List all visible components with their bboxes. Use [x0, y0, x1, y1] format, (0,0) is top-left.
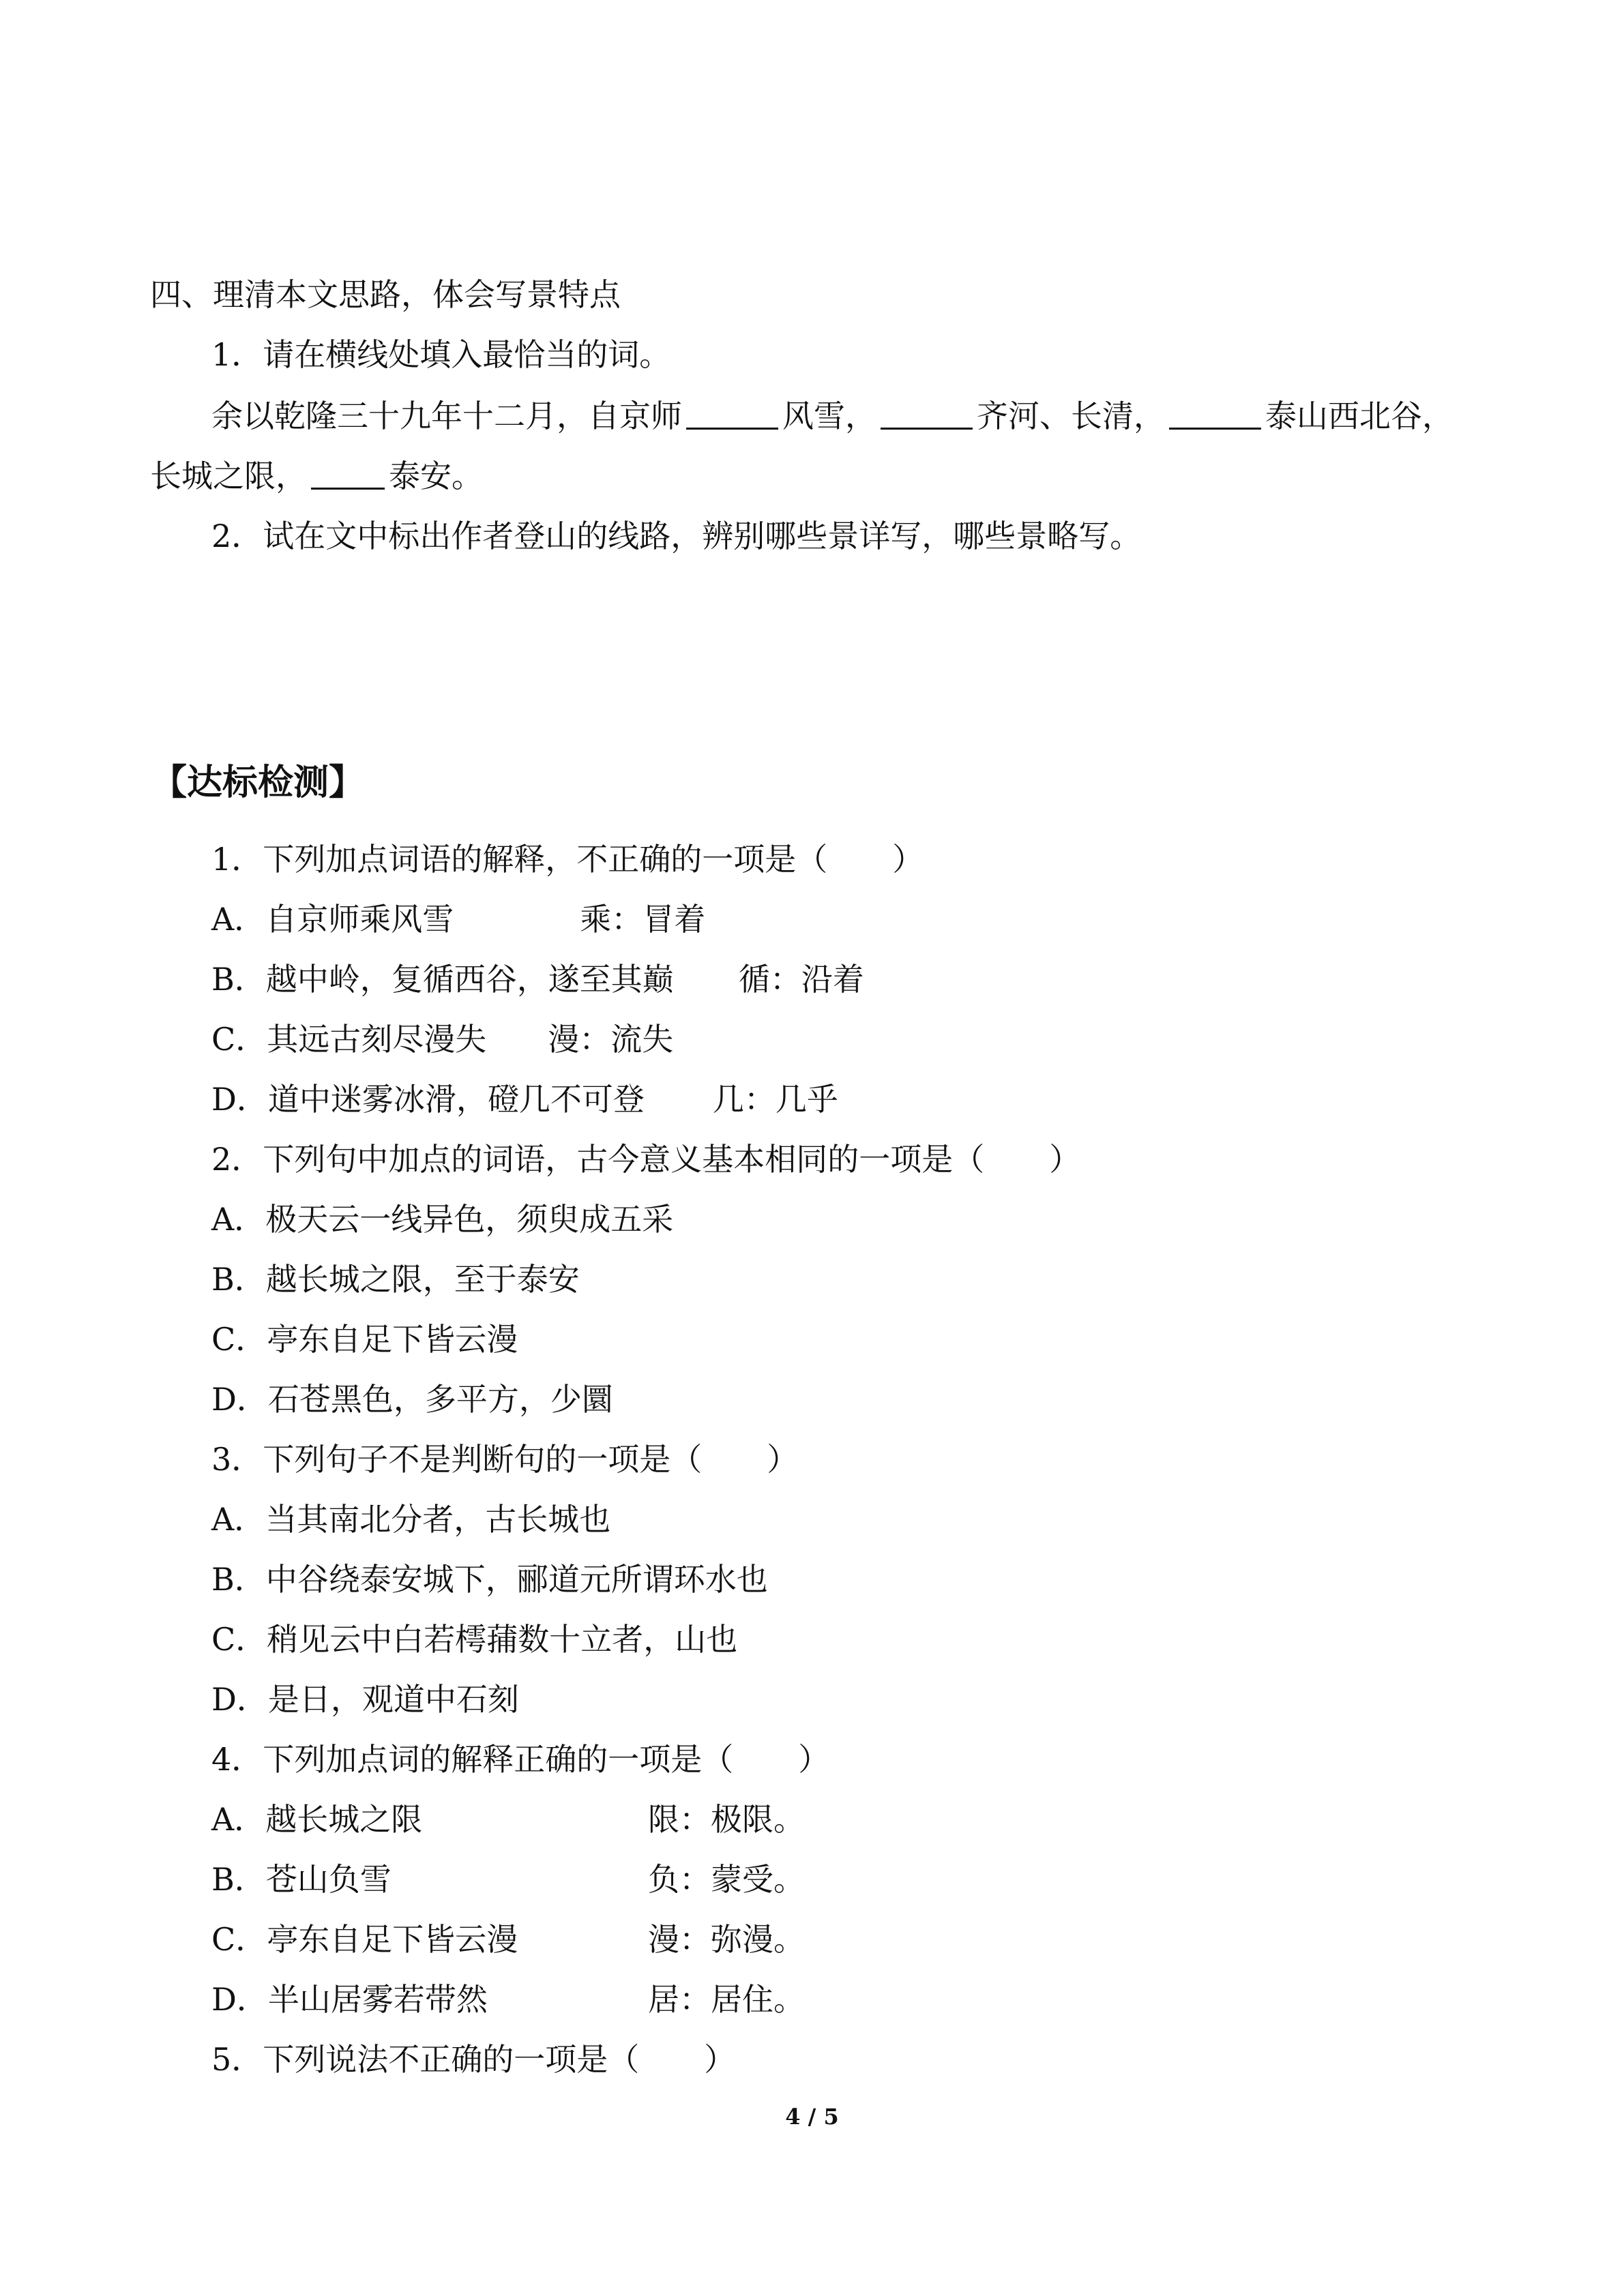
page-number: 4 / 5 — [785, 2104, 839, 2130]
q2-option-d: D．石苍黑色，多平方，少圜 — [211, 1381, 613, 1418]
q3-option-d: D．是日，观道中石刻 — [211, 1681, 519, 1718]
fill-text-3: 齐河、长清， — [977, 398, 1165, 434]
q5-stem — [211, 2039, 735, 2080]
q5-stem-close: ） — [704, 2041, 736, 2078]
q1-stem — [211, 839, 924, 880]
fill-text-4: 泰山西北谷， — [1265, 398, 1453, 434]
q1-option-b — [211, 959, 864, 1000]
q3-option-b: B．中谷绕泰安城下，郦道元所谓环水也 — [211, 1561, 768, 1598]
fill-blank-2 — [881, 398, 973, 430]
q2-stem — [211, 1139, 1080, 1180]
q4-option-c — [211, 1919, 805, 1960]
fill-text-1: 余以乾隆三十九年十二月，自京师 — [211, 398, 682, 434]
q1-a-gloss: 乘：冒着 — [580, 901, 706, 938]
fill-blank-3 — [1169, 398, 1261, 430]
q4-option-b — [211, 1859, 805, 1900]
section4-question-2: 2．试在文中标出作者登山的线路，辨别哪些景详写，哪些景略写。 — [211, 518, 1142, 554]
q4-option-a — [211, 1799, 805, 1840]
q4-d-text: D．半山居雾若带然 — [211, 1981, 488, 2018]
q3-option-a: A．当其南北分者，古长城也 — [211, 1501, 611, 1538]
q4-c-text: C．亭东自足下皆云漫 — [211, 1921, 518, 1958]
q1-option-d — [211, 1079, 838, 1120]
q1-b-gloss: 循：沿着 — [738, 961, 864, 998]
q1-option-a — [211, 899, 705, 940]
q2-stem-close: ） — [1049, 1141, 1081, 1178]
fill-in-line-2 — [150, 456, 483, 496]
fill-text-6: 泰安。 — [389, 458, 483, 494]
q2-option-b: B．越长城之限，至于泰安 — [211, 1261, 580, 1298]
test-heading: 【达标检测】 — [151, 762, 365, 803]
fill-in-line-1 — [211, 396, 1453, 436]
q3-stem — [211, 1439, 798, 1480]
q4-d-gloss: 居：居住。 — [648, 1981, 805, 2018]
q5-stem-text: 5．下列说法不正确的一项是（ — [211, 2041, 640, 2078]
q1-a-text: A．自京师乘风雪 — [211, 901, 454, 938]
q3-stem-text: 3．下列句子不是判断句的一项是（ — [211, 1441, 703, 1478]
q2-stem-text: 2．下列句中加点的词语，古今意义基本相同的一项是（ — [211, 1141, 985, 1178]
fill-text-5: 长城之限， — [150, 458, 307, 494]
q1-d-gloss: 几：几乎 — [712, 1081, 838, 1118]
fill-blank-1 — [686, 398, 778, 430]
q3-stem-close: ） — [767, 1441, 799, 1478]
q4-stem — [211, 1739, 829, 1780]
q3-option-c: C．稍见云中白若樗蒱数十立者，山也 — [211, 1621, 738, 1658]
q4-b-text: B．苍山负雪 — [211, 1861, 392, 1898]
q4-a-text: A．越长城之限 — [211, 1801, 423, 1838]
q2-option-a: A．极天云一线异色，须臾成五采 — [211, 1201, 674, 1238]
q4-stem-text: 4．下列加点词的解释正确的一项是（ — [211, 1741, 734, 1778]
fill-text-2: 风雪， — [782, 398, 876, 434]
q1-c-gloss: 漫：流失 — [548, 1021, 674, 1058]
q1-d-text: D．道中迷雾冰滑，磴几不可登 — [211, 1081, 645, 1118]
q4-b-gloss: 负：蒙受。 — [648, 1861, 805, 1898]
section-title: 四、理清本文思路，体会写景特点 — [150, 276, 621, 313]
q1-option-c — [211, 1019, 673, 1060]
q1-b-text: B．越中岭，复循西谷，遂至其巅 — [211, 961, 674, 998]
q4-option-d — [211, 1979, 805, 2020]
fill-blank-4 — [311, 458, 385, 490]
q1-c-text: C．其远古刻尽漫失 — [211, 1021, 487, 1058]
section4-question-1: 1．请在横线处填入最恰当的词。 — [211, 336, 671, 373]
q4-c-gloss: 漫：弥漫。 — [648, 1921, 805, 1958]
q4-stem-close: ） — [798, 1741, 830, 1778]
q1-stem-text: 1．下列加点词语的解释，不正确的一项是（ — [211, 841, 828, 878]
q1-stem-close: ） — [892, 841, 924, 878]
q2-option-c: C．亭东自足下皆云漫 — [211, 1321, 518, 1358]
q4-a-gloss: 限：极限。 — [648, 1801, 805, 1838]
